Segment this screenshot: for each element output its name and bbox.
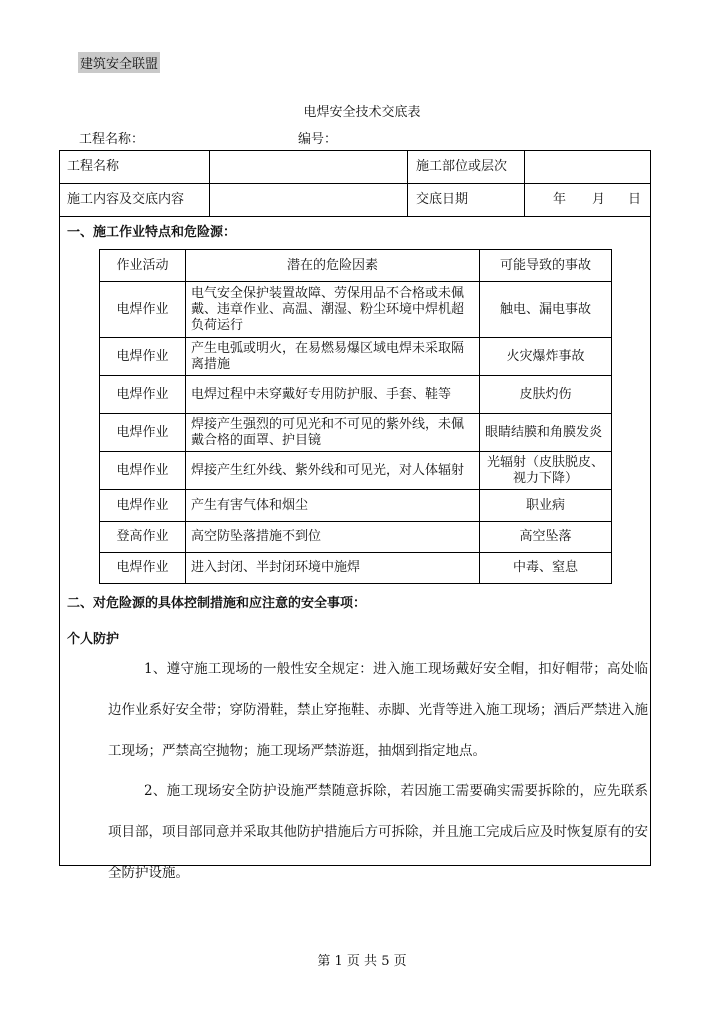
row-activity: 电焊作业 (100, 376, 186, 414)
row-accident: 眼睛结膜和角膜发炎 (480, 414, 612, 452)
handover-form (59, 150, 651, 881)
row-accident: 光辐射（皮肤脱皮、视力下降） (480, 452, 612, 490)
column-header-accident: 可能导致的事故 (480, 250, 612, 282)
watermark-tag: 建筑安全联盟 (78, 52, 160, 73)
section-1-title: 一、施工作业特点和危险源： (67, 225, 237, 240)
paragraph-2 (108, 771, 648, 894)
row-activity: 电焊作业 (100, 490, 186, 522)
table-row (100, 376, 612, 414)
date-label-cell: 交底日期 (407, 184, 468, 216)
year-label: 年 (553, 192, 567, 207)
page-footer: 第 1 页 共 5 页 (317, 954, 407, 969)
row-hazard: 高空防坠落措施不到位 (186, 522, 480, 553)
row-activity: 电焊作业 (100, 452, 186, 490)
personal-protection-heading: 个人防护 (67, 632, 120, 647)
document-title: 电焊安全技术交底表 (303, 105, 421, 120)
row-activity: 电焊作业 (100, 282, 186, 338)
row-hazard: 焊接产生红外线、紫外线和可见光，对人体辐射 (186, 452, 480, 490)
month-label: 月 (592, 192, 606, 207)
row-accident: 触电、漏电事故 (480, 282, 612, 338)
row-accident: 火灾爆炸事故 (480, 338, 612, 376)
number-label: 编号： (298, 132, 338, 147)
table-row (100, 338, 612, 376)
row-hazard: 进入封闭、半封闭环境中施焊 (186, 553, 480, 584)
column-header-hazard: 潜在的危险因素 (186, 250, 480, 282)
row-hazard: 电气安全保护装置故障、劳保用品不合格或未佩戴、违章作业、高温、潮湿、粉尘环境中焊机超负荷运行 (186, 282, 480, 338)
hazard-table-header (100, 250, 612, 282)
row-hazard: 产生电弧或明火，在易燃易爆区域电焊未采取隔离措施 (186, 338, 480, 376)
table-row (100, 490, 612, 522)
table-row (100, 553, 612, 584)
row-hazard: 焊接产生强烈的可见光和不可见的紫外线，未佩戴合格的面罩、护目镜 (186, 414, 480, 452)
project-name-label: 工程名称： (79, 132, 145, 147)
row-accident: 皮肤灼伤 (480, 376, 612, 414)
column-header-activity: 作业活动 (100, 250, 186, 282)
content-cell: 施工内容及交底内容 (67, 192, 185, 207)
header-row-2 (60, 184, 650, 217)
table-row (100, 452, 612, 490)
row-hazard: 产生有害气体和烟尘 (186, 490, 480, 522)
row-activity: 电焊作业 (100, 338, 186, 376)
paragraph-2-text: 2、施工现场安全防护设施严禁随意拆除，若因施工需要确实需要拆除的，应先联系项目部，项目部同意并采取其他防护措施后方可拆除，并且施工完成后应及时恢复原有的安全防护设施。 (108, 783, 648, 881)
table-row (100, 282, 612, 338)
location-value (524, 151, 650, 183)
row-accident: 职业病 (480, 490, 612, 522)
section-2-title: 二、对危险源的具体控制措施和应注意的安全事项： (67, 596, 367, 611)
row-activity: 电焊作业 (100, 553, 186, 584)
row-activity: 电焊作业 (100, 414, 186, 452)
row-hazard: 电焊过程中未穿戴好专用防护服、手套、鞋等 (186, 376, 480, 414)
project-name-value (209, 151, 407, 183)
content-value (209, 184, 407, 216)
project-name-cell: 工程名称 (67, 159, 120, 174)
table-row (100, 414, 612, 452)
paragraph-1-text: 1、遵守施工现场的一般性安全规定：进入施工现场戴好安全帽，扣好帽带；高处临边作业系好安全带；穿防滑鞋，禁止穿拖鞋、赤脚、光背等进入施工现场；酒后严禁进入施工现场；严禁高空抛物；施工现场严禁游逛，抽烟到指定地点。 (108, 661, 648, 759)
location-cell: 施工部位或层次 (407, 151, 507, 183)
day-label: 日 (628, 192, 642, 207)
hazard-table (99, 249, 612, 584)
row-accident: 中毒、窒息 (480, 553, 612, 584)
row-accident: 高空坠落 (480, 522, 612, 553)
paragraph-1 (108, 649, 648, 772)
row-activity: 登高作业 (100, 522, 186, 553)
table-row (100, 522, 612, 553)
header-row-1 (60, 151, 650, 184)
